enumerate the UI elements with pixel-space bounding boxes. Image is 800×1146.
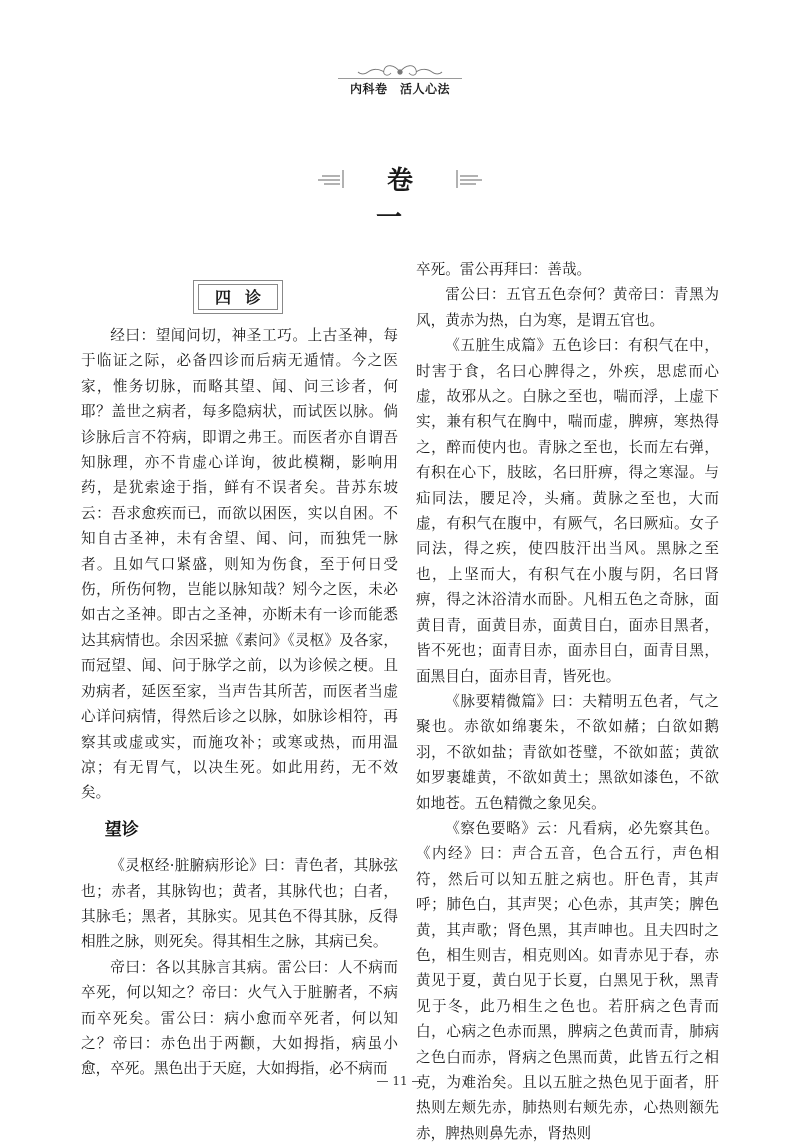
left-column xyxy=(81,323,398,1082)
title-left-lines-icon xyxy=(318,168,344,190)
paragraph: 《五脏生成篇》五色诊曰：有积气在中，时害于食，名曰心脾得之，外疾，思虑而心虚，故邪从之。白脉之至也，喘而浮，上虚下实，兼有积气在胸中，喘而虚，脾痹，寒热得之，醉而使内也。青脉之至也，长而左右弹，有积在心下，肢眩，名曰肝痹，得之寒湿。与疝同法，腰足冷，头痛。黄脉之至也，大而虚，有积气在腹中，有厥气，名曰厥疝。女子同法，得之疾，使四肢汗出当风。黑脉之至也，上坚而大，有积气在小腹与阴，名曰肾痹，得之沐浴清水而卧。凡相五色之奇脉，面黄目青，面黄目赤，面黄目白，面赤目黑者，皆不死也；面青目赤，面赤目白，面青目黑，面黑目白，面赤目青，皆死也。 xyxy=(416,337,719,685)
page-number: — 11 — xyxy=(376,1074,424,1088)
section-heading-box xyxy=(193,280,283,314)
section-title: 四诊 xyxy=(214,288,275,307)
subsection-title: 望诊 xyxy=(104,819,139,840)
title-right-lines-icon xyxy=(456,168,482,190)
right-column xyxy=(416,257,719,1146)
paragraph: 卒死。雷公再拜曰：善哉。 xyxy=(416,261,592,278)
volume-title: 卷一 xyxy=(375,166,435,233)
paragraph: 帝曰：各以其脉言其病。雷公曰：人不病而卒死，何以知之？帝曰：火气入于脏腑者，不病而卒死矣。雷公曰：病小愈而卒死者，何以知之？帝曰：赤色出于两颧，大如拇指，病虽小愈，卒死。黑色出于天庭，大如拇指，必不病而 xyxy=(81,958,398,1078)
paragraph: 雷公曰：五官五色奈何？黄帝曰：青黑为风，黄赤为热，白为寒，是谓五官也。 xyxy=(416,286,719,329)
running-header: 内科卷 活人心法 xyxy=(349,82,450,96)
volume-title-block xyxy=(0,158,800,233)
paragraph: 经曰：望闻问切，神圣工巧。上古圣神，每于临证之际，必备四诊而后病无遁情。今之医家，惟务切脉，而略其望、闻、问三诊者，何耶？盖世之病者，每多隐病状，而试医以脉。倘诊脉后言不符病，即谓之弗王。而医者亦自谓吾知脉理，亦不肯虚心详询，彼此模糊，影响用药，是犹索途于指，鲜有不误者矣。昔苏东坡云：吾求愈疾而已，而欲以困医，实以自困。不知自古圣神，未有舍望、闻、问，而独凭一脉者。且如气口紧盛，则知为伤食，至于何日受伤，所伤何物，岂能以脉知哉？矧今之医，未必如古之圣神。即古之圣神，亦断未有一诊而能悉达其病情也。余因采摭《素问》《灵枢》及各家，而冠望、闻、问于脉学之前，以为诊候之梗。且劝病者，延医至家，当声告其所苦，而医者当虚心详问病情，得然后诊之以脉，如脉诊相符，再察其或虚或实，而施攻补；或寒或热，而用温凉；有无胃气，以决生死。如此用药，无不效矣。 xyxy=(81,327,398,802)
header-divider xyxy=(338,78,462,79)
paragraph: 《脉要精微篇》曰：夫精明五色者，气之聚也。赤欲如绵裹朱，不欲如赭；白欲如鹅羽，不欲如盐；青欲如苍璧，不欲如蓝；黄欲如罗裹雄黄，不欲如黄土；黑欲如漆色，不欲如地苍。五色精微之象见矣。 xyxy=(416,692,719,812)
paragraph: 《灵枢经·脏腑病形论》曰：青色者，其脉弦也；赤者，其脉钩也；黄者，其脉代也；白者，其脉毛；黑者，其脉实。见其色不得其脉，反得相胜之脉，则死矣。得其相生之脉，其病已矣。 xyxy=(81,857,398,951)
paragraph: 《察色要略》云：凡看病，必先察其色。《内经》曰：声合五音，色合五行，声色相符，然后可以知五脏之病也。肝色青，其声呼；肺色白，其声哭；心色赤，其声笑；脾色黄，其声歌；肾色黑，其声呻也。且夫四时之色，相生则吉，相克则凶。如青赤见于春，赤黄见于夏，黄白见于长夏，白黑见于秋，黑青见于冬，此乃相生之色也。若肝病之色青而白，心病之色赤而黑，脾病之色黄而青，肺病之色白而赤，肾病之色黑而黄，此皆五行之相克，为难治矣。且以五脏之热色见于面者，肝热则左颊先赤，肺热则右颊先赤，心热则额先赤，脾热则鼻先赤，肾热则 xyxy=(416,819,719,1142)
